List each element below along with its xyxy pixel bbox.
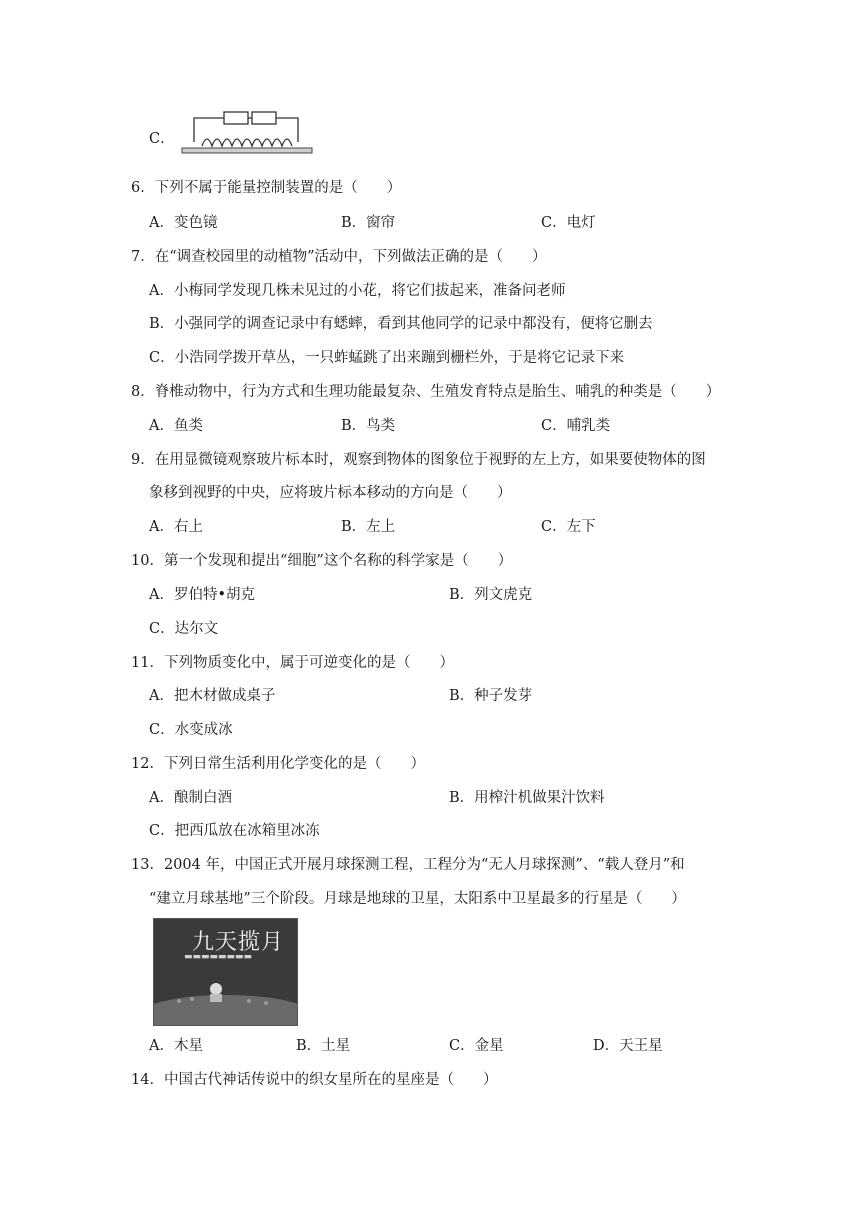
q8-option-c: C．哺乳类: [541, 418, 611, 434]
q8-stem: 8．脊椎动物中，行为方式和生理功能最复杂、生殖发育特点是胎生、哺乳的种类是（ ）: [131, 384, 721, 400]
q11-option-b: B．种子发芽: [449, 688, 533, 704]
q13-option-b: B．土星: [296, 1038, 351, 1054]
q13-stem-line1: 13．2004 年，中国正式开展月球探测工程，工程分为“无人月球探测”、“载人登月”和: [131, 857, 685, 873]
q10-option-a: A．罗伯特•胡克: [149, 587, 256, 603]
q7-option-a: A．小梅同学发现几株未见过的小花，将它们拔起来，准备问老师: [149, 283, 566, 299]
q11-option-c: C．水变成冰: [149, 722, 233, 738]
q12-stem: 12．下列日常生活利用化学变化的是（ ）: [131, 756, 425, 772]
q7-option-c: C．小浩同学拨开草丛，一只蚱蜢跳了出来蹦到栅栏外，于是将它记录下来: [149, 350, 625, 366]
q7-option-b: B．小强同学的调查记录中有蟋蟀，看到其他同学的记录中都没有，便将它删去: [149, 316, 653, 332]
q10-option-c: C．达尔文: [149, 621, 219, 637]
q13-option-d: D．天王星: [593, 1038, 663, 1054]
q9-option-b: B．左上: [341, 519, 396, 535]
q6-option-b: B．窗帘: [341, 215, 396, 231]
q8-option-a: A．鱼类: [149, 418, 203, 434]
moon-surface-graphic: [154, 919, 297, 1025]
q10-stem: 10．第一个发现和提出“细胞”这个名称的科学家是（ ）: [131, 553, 513, 569]
q5-option-c-label: C．: [149, 131, 175, 147]
q13-option-a: A．木星: [149, 1038, 203, 1054]
q14-stem: 14．中国古代神话传说中的织女星所在的星座是（ ）: [131, 1072, 498, 1088]
photo-subtitle-decoration: ▬▬▬▬▬▬▬▬: [184, 952, 253, 962]
q12-option-c: C．把西瓜放在冰箱里冰冻: [149, 823, 320, 839]
q12-option-b: B．用榨汁机做果汁饮料: [449, 790, 605, 806]
q7-stem: 7．在“调查校园里的动植物”活动中，下列做法正确的是（ ）: [131, 249, 547, 265]
q8-option-b: B．鸟类: [341, 418, 396, 434]
moon-exploration-photo: [153, 918, 298, 1026]
q13-stem-line2: “建立月球基地”三个阶段。月球是地球的卫星，太阳系中卫星最多的行星是（ ）: [149, 891, 686, 907]
circuit-diagram: [180, 106, 320, 156]
q11-stem: 11．下列物质变化中，属于可逆变化的是（ ）: [131, 655, 454, 671]
q10-option-b: B．列文虎克: [449, 587, 533, 603]
q11-option-a: A．把木材做成桌子: [149, 688, 276, 704]
q6-option-a: A．变色镜: [149, 215, 218, 231]
q13-option-c: C．金星: [449, 1038, 504, 1054]
q12-option-a: A．酿制白酒: [149, 790, 232, 806]
q9-stem-line2: 象移到视野的中央，应将玻片标本移动的方向是（ ）: [149, 485, 512, 501]
photo-title: 九天揽月: [192, 930, 285, 955]
q6-option-c: C．电灯: [541, 215, 596, 231]
q9-option-a: A．右上: [149, 519, 203, 535]
q6-stem: 6．下列不属于能量控制装置的是（ ）: [131, 180, 402, 196]
q9-stem-line1: 9．在用显微镜观察玻片标本时，观察到物体的图象位于视野的左上方，如果要使物体的图: [131, 452, 706, 468]
q9-option-c: C．左下: [541, 519, 596, 535]
